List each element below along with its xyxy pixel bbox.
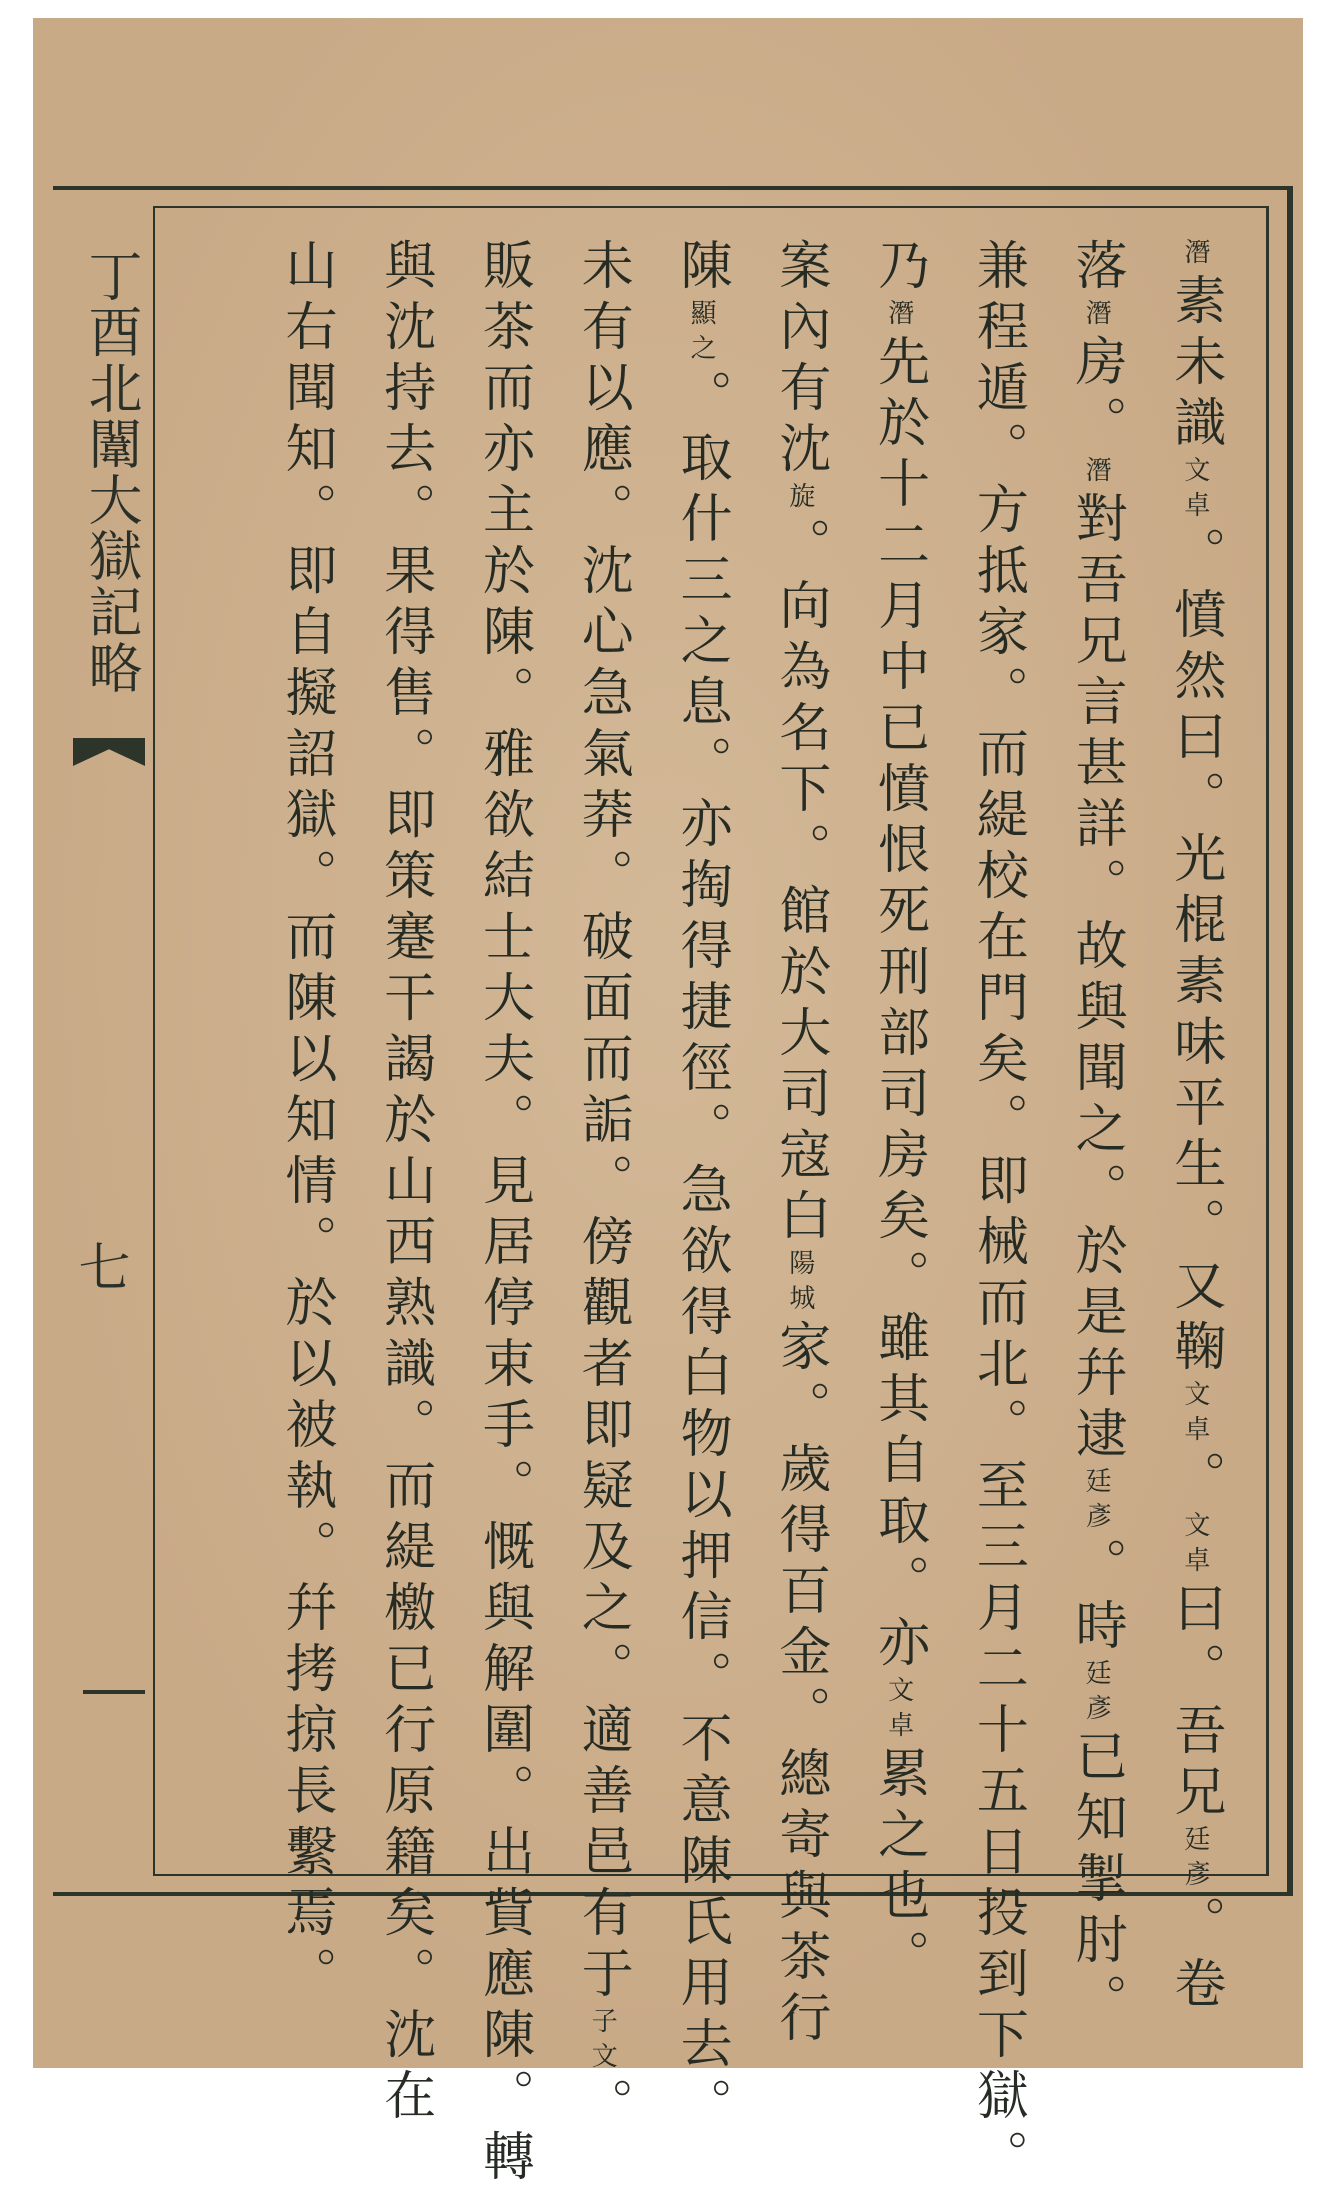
book-page [33, 18, 1303, 2190]
text-run: 先於十二月中已憤恨死刑部司房矣。雖其自取。亦 [868, 334, 929, 1676]
interlinear-note: 潛 [1179, 238, 1210, 273]
text-run: 。取什三之息。亦掏得捷徑。急欲得白物以押信。不意陳氏用去。 [671, 369, 732, 2138]
text-run: 對吾兄言甚詳。故與聞之。於是幷逮 [1066, 491, 1127, 1467]
text-run: 曰。吾兄 [1164, 1581, 1225, 1825]
text-run: 山右聞知。即自擬詔獄。而陳以知情。於以被執。幷拷掠長繫焉。 [276, 238, 336, 2007]
interlinear-note: 文卓 [1179, 456, 1210, 526]
text-block-border [153, 206, 1269, 2190]
main-text [275, 238, 1226, 2190]
fishtail-mark [73, 738, 145, 766]
text-run: 陳 [671, 238, 732, 299]
text-run: 房。 [1066, 334, 1127, 456]
interlinear-note: 廷彥 [1081, 1659, 1112, 1729]
text-run: 兼程遁。方抵家。而緹校在門矣。即械而北。至三月二十五日投到下獄。 [967, 238, 1028, 2190]
interlinear-note: 文卓 [1179, 1380, 1210, 1450]
text-run: 。憤然曰。光棍素味平生。又鞠 [1164, 526, 1225, 1380]
text-run: 與沈持去。果得售。即策蹇干謁於山西熟識。而緹檄已行原籍矣。沈在 [374, 238, 435, 2129]
interlinear-note: 廷彥 [1081, 1467, 1112, 1537]
text-column [1164, 238, 1226, 2017]
text-column [275, 238, 337, 2007]
interlinear-note: 潛 [1081, 299, 1112, 334]
spine-title: 丁酉北闈大獄記略 [80, 248, 143, 696]
interlinear-note: 子文 [587, 2007, 618, 2077]
text-run: 落 [1066, 238, 1127, 299]
text-run: 。 [572, 2077, 633, 2138]
text-column [571, 238, 633, 2138]
text-run: 。向為名下。館於大司寇白 [769, 517, 830, 1249]
text-column [374, 238, 436, 2129]
interlinear-note: 廷彥 [1179, 1825, 1210, 1895]
text-run: 販茶而亦主於陳。雅欲結士大夫。見居停束手。慨與解圍。出貲應陳。轉 [473, 238, 534, 2190]
text-column [473, 238, 535, 2190]
interlinear-note: 文卓 [883, 1676, 914, 1746]
interlinear-note: 陽城 [784, 1249, 815, 1319]
interlinear-note: 潛 [883, 299, 914, 334]
interlinear-note: 潛 [1081, 456, 1112, 491]
interlinear-note: 文卓 [1179, 1511, 1210, 1581]
page-frame [53, 186, 1293, 2190]
text-run: 未有以應。沈心急氣莽。破面而詬。傍觀者即疑及之。適善邑有于 [572, 238, 633, 2007]
folio-number: 七 [69, 1240, 129, 1292]
spine-bottom-rule [83, 1690, 145, 1694]
text-run: 。時 [1066, 1537, 1127, 1659]
text-column [769, 238, 831, 2051]
interlinear-note: 旋 [784, 482, 815, 517]
text-run: 。卷 [1164, 1895, 1225, 2017]
interlinear-note: 顯之 [686, 299, 717, 369]
text-column [868, 238, 930, 1990]
text-run: 素未識 [1164, 273, 1225, 456]
text-run: 累之也。 [868, 1746, 929, 1990]
text-run: 已知掣肘。 [1066, 1729, 1127, 2034]
text-run: 案內有沈 [769, 238, 830, 482]
text-run: 。 [1164, 1450, 1225, 1511]
text-run: 家。歲得百金。總寄與茶行 [769, 1319, 830, 2051]
text-column [966, 238, 1028, 2190]
text-column [1065, 238, 1127, 2034]
text-column [670, 238, 732, 2138]
text-run: 乃 [868, 238, 929, 299]
